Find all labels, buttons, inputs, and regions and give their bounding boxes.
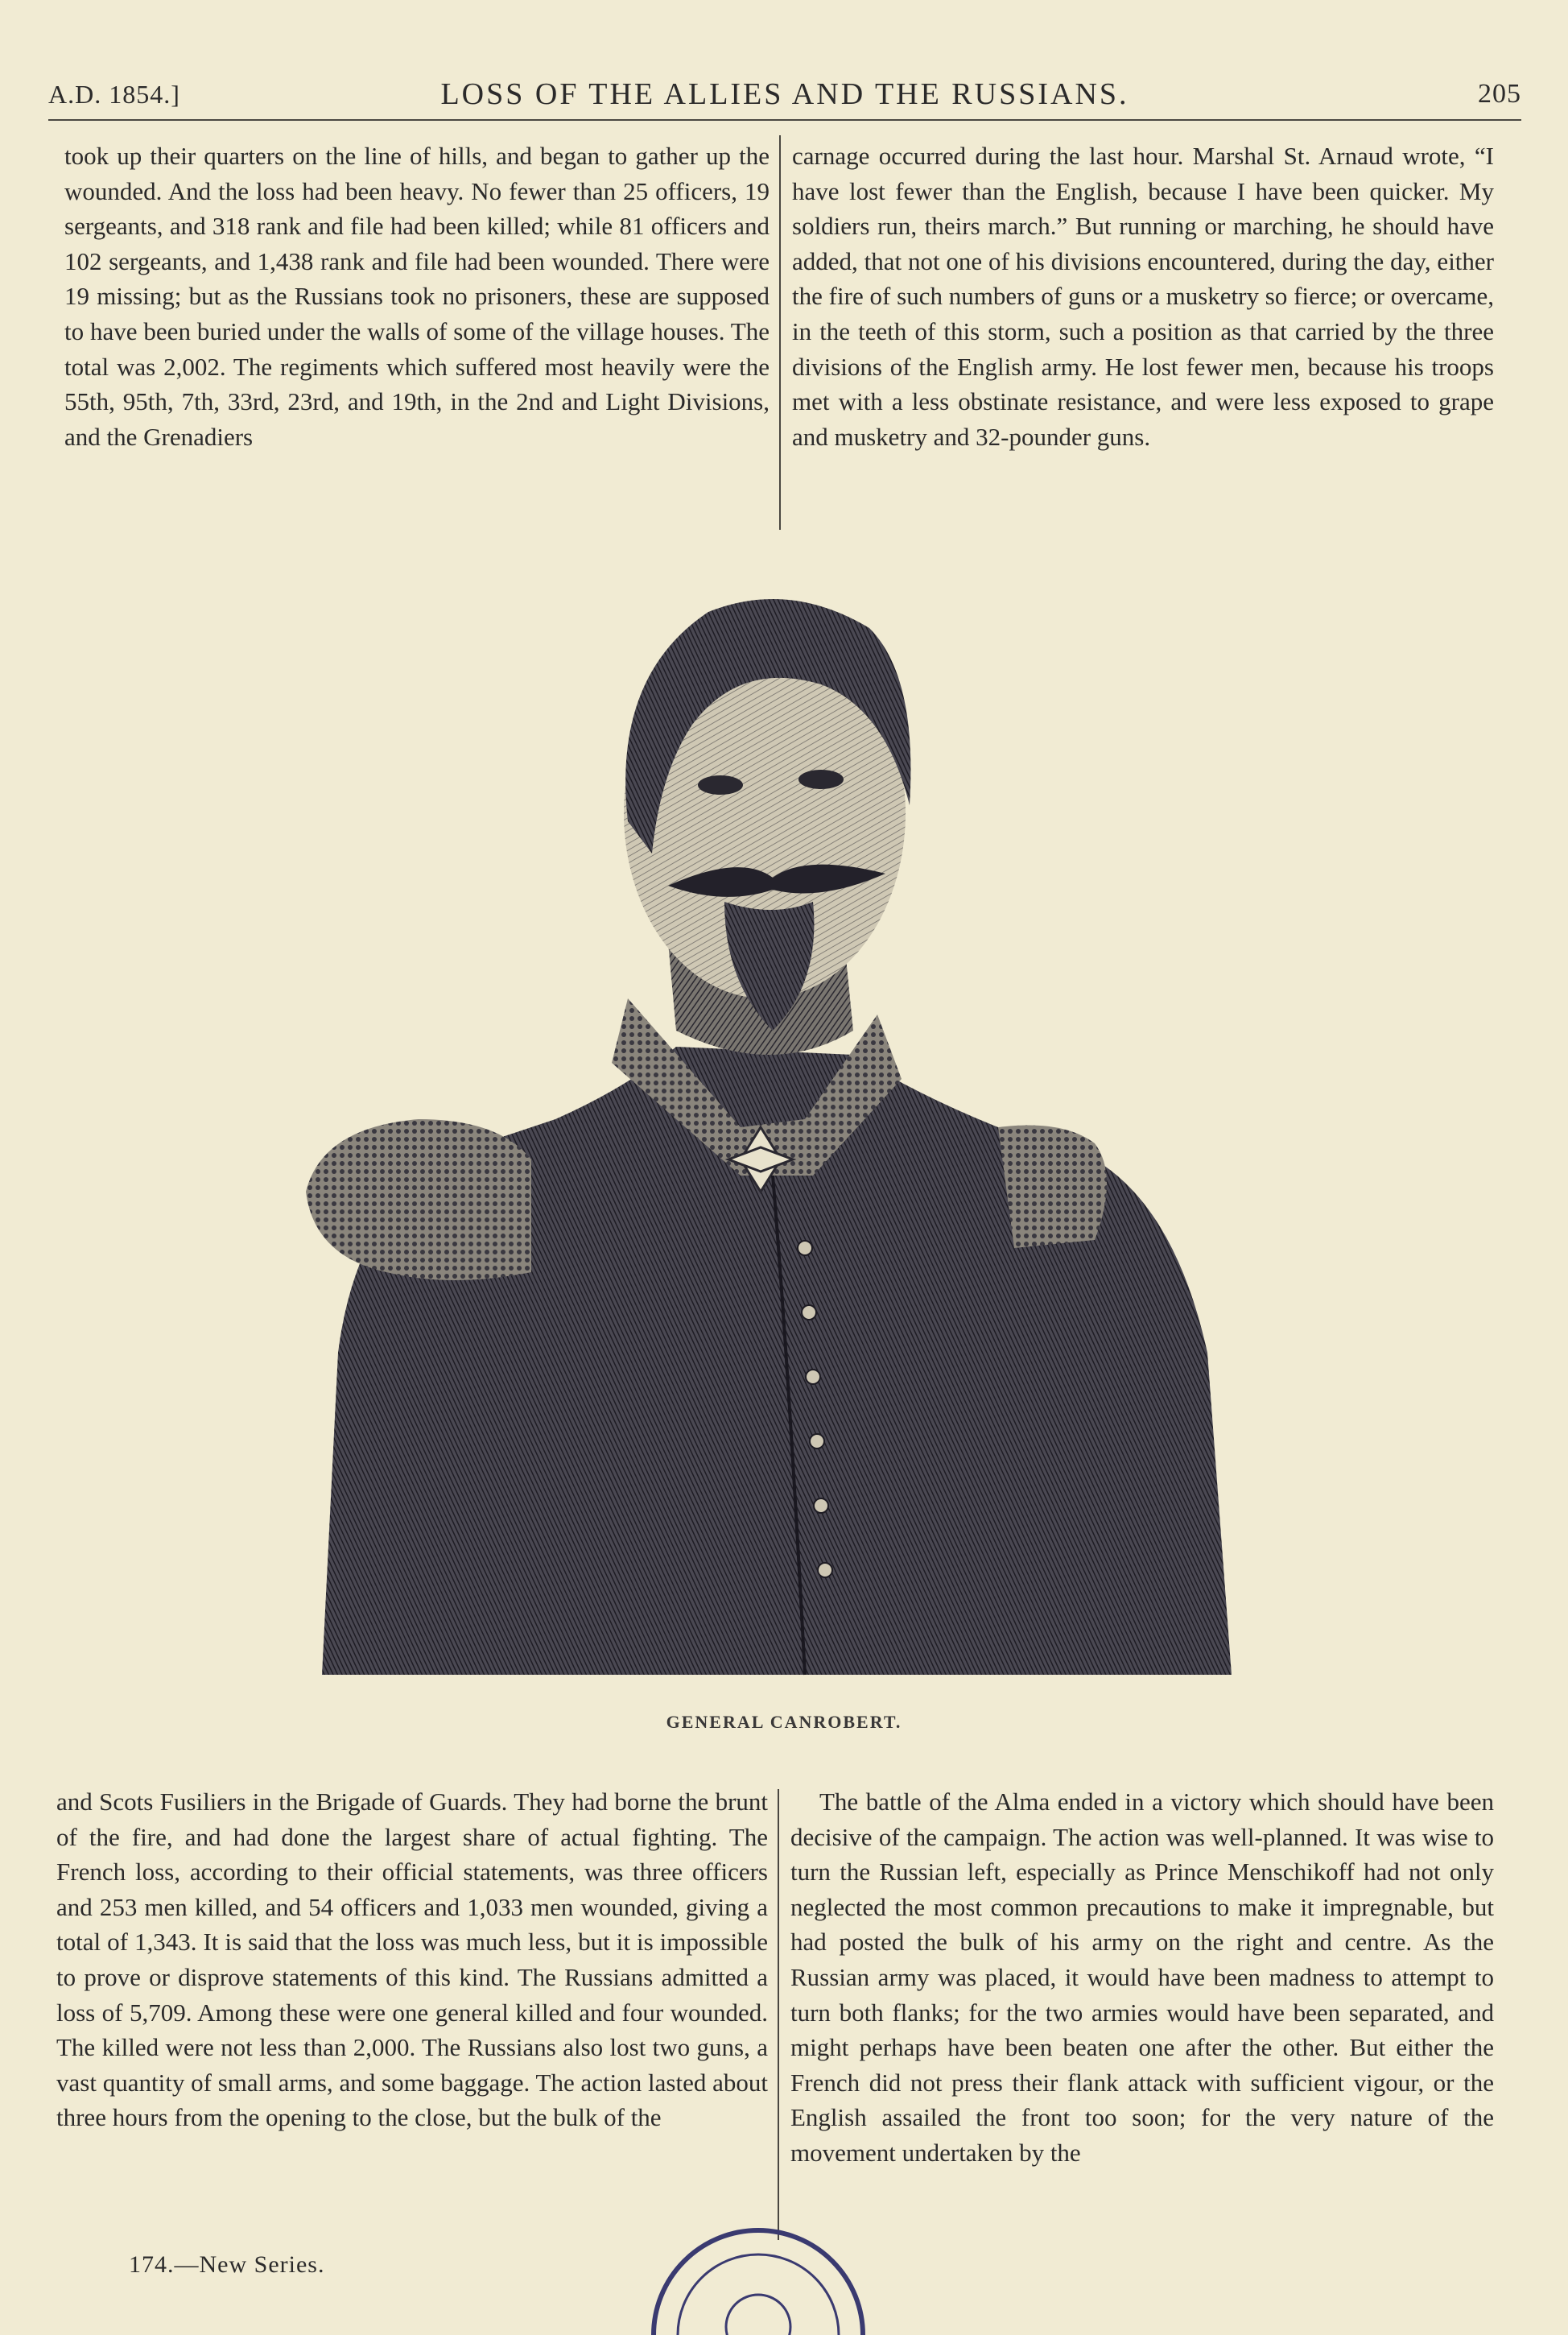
paragraph: and Scots Fusiliers in the Brigade of Guards. They had borne the brunt of the fire, and had done the largest share of actual fighting. The French loss, according to their official statements, was three officers and 253 men killed, and 54 officers and 1,033 men wounded, giving a total of 1,343. It is said that the loss was much less, but it is impossible to prove or disprove statements of this kind. The Russians admitted a loss of 5,709. Among these were one general killed and four wounded. The killed were not less than 2,000. The Russians also lost two guns, a vast quantity of small arms, and some baggage. The action lasted about three hours from the opening to the close, but the bulk of the <box>56 1787 768 2132</box>
text-column-top-left <box>64 138 770 454</box>
paragraph: The battle of the Alma ended in a victory which should have been decisive of the campaign. The action was well-planned. It was wise to turn the Russian left, especially as Prince Menschikoff had not only neglected the most common precautions to make it impregnable, but had posted the bulk of his army on the right and centre. As the Russian army was placed, it would have been madness to attempt to turn both flanks; for the two armies would have been separated, and might perhaps have been beaten one after the other. But either the French did not press their flank attack with sufficient vigour, or the English assailed the front too soon; for the very nature of the movement undertaken by the <box>790 1787 1494 2167</box>
page-number: 205 <box>1478 79 1521 109</box>
column-divider-bottom <box>778 1789 779 2240</box>
paragraph: took up their quarters on the line of hills, and began to gather up the wounded. And the loss had been heavy. No fewer than 25 officers, 19 sergeants, and 318 rank and file had been killed; while 81 officers and 102 sergeants, and 1,438 rank and file had been wounded. There were 19 missing; but as the Russians took no prisoners, these are supposed to have been buried under the walls of some of the village houses. The total was 2,002. The regiments which suffered most heavily were the 55th, 95th, 7th, 33rd, 23rd, and 19th, in the 2nd and Light Divisions, and the Grenadiers <box>64 142 770 451</box>
portrait-engraving <box>290 564 1272 1691</box>
text-column-top-right <box>792 138 1494 454</box>
illustration-caption: GENERAL CANROBERT. <box>666 1712 902 1732</box>
right-epaulette <box>998 1126 1107 1249</box>
series-footer <box>129 2251 324 2279</box>
text-column-bottom-right <box>790 1784 1494 2171</box>
running-header <box>48 69 1521 121</box>
left-eye <box>698 775 743 795</box>
column-divider-top <box>779 135 781 530</box>
text-column-bottom-left <box>56 1784 768 2135</box>
library-stamp <box>638 2206 879 2335</box>
left-epaulette <box>306 1119 531 1280</box>
paragraph: carnage occurred during the last hour. Marshal St. Arnaud wrote, “I have lost fewer than the English, because I have been quicker. My soldiers run, theirs march.” But running or marching, he should have added, that not one of his divisions encountered, during the day, either the fire of such numbers of guns or a musketry so fierce; or overcame, in the teeth of this storm, such a position as that carried by the three divisions of the English army. He lost fewer men, because his troops met with a less obstinate resistance, and were less exposed to grape and musketry and 32-pounder guns. <box>792 142 1494 451</box>
header-date: A.D. 1854.] <box>48 79 180 109</box>
page-title: LOSS OF THE ALLIES AND THE RUSSIANS. <box>440 77 1129 111</box>
right-eye <box>798 770 844 789</box>
footer-text: 174.—New Series. <box>129 2251 325 2278</box>
